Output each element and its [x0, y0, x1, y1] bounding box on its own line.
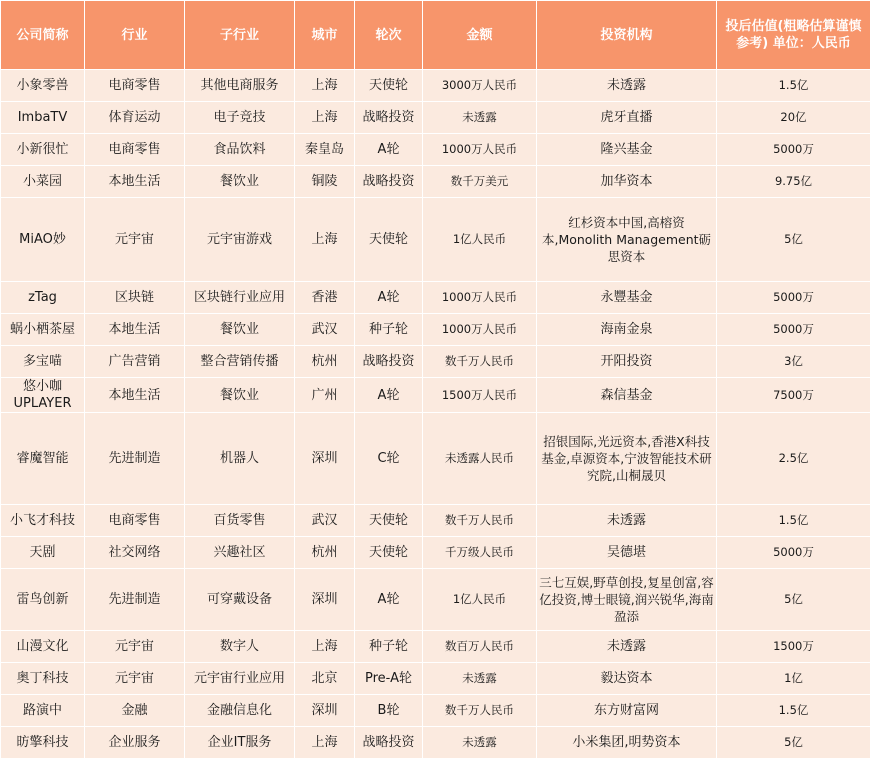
cell-industry: 电商零售: [85, 134, 185, 166]
cell-round: 战略投资: [355, 346, 423, 378]
cell-city: 秦皇岛: [295, 134, 355, 166]
table-row: [1, 198, 870, 282]
cell-investors: 红杉资本中国,高榕资本,Monolith Management砺思资本: [537, 198, 717, 282]
cell-valuation: 5亿: [717, 198, 870, 282]
cell-amount: 1亿人民币: [423, 198, 537, 282]
cell-amount: 数百万人民币: [423, 631, 537, 663]
cell-valuation: 1亿: [717, 663, 870, 695]
cell-industry: 广告营销: [85, 346, 185, 378]
cell-valuation: 1.5亿: [717, 505, 870, 537]
cell-company: 山漫文化: [1, 631, 85, 663]
table-row: [1, 314, 870, 346]
cell-city: 深圳: [295, 695, 355, 727]
cell-round: 天使轮: [355, 537, 423, 569]
column-header-company: 公司简称: [1, 1, 85, 70]
cell-round: A轮: [355, 569, 423, 631]
cell-industry: 金融: [85, 695, 185, 727]
table-row: [1, 378, 870, 413]
cell-sub-industry: 食品饮料: [185, 134, 295, 166]
cell-city: 广州: [295, 378, 355, 413]
cell-round: 天使轮: [355, 505, 423, 537]
cell-industry: 先进制造: [85, 413, 185, 505]
cell-investors: 隆兴基金: [537, 134, 717, 166]
cell-round: B轮: [355, 695, 423, 727]
cell-sub-industry: 金融信息化: [185, 695, 295, 727]
table-row: [1, 166, 870, 198]
table-body: [1, 70, 870, 759]
table-row: [1, 346, 870, 378]
column-header-sub-industry: 子行业: [185, 1, 295, 70]
cell-sub-industry: 机器人: [185, 413, 295, 505]
cell-amount: 未透露人民币: [423, 413, 537, 505]
table-row: [1, 569, 870, 631]
cell-amount: 1000万人民币: [423, 134, 537, 166]
cell-amount: 1000万人民币: [423, 282, 537, 314]
cell-round: Pre-A轮: [355, 663, 423, 695]
cell-investors: 未透露: [537, 505, 717, 537]
cell-company: 睿魔智能: [1, 413, 85, 505]
cell-amount: 数千万美元: [423, 166, 537, 198]
cell-round: A轮: [355, 282, 423, 314]
cell-valuation: 1.5亿: [717, 70, 870, 102]
cell-investors: 森信基金: [537, 378, 717, 413]
cell-round: 天使轮: [355, 70, 423, 102]
table-row: [1, 695, 870, 727]
cell-industry: 元宇宙: [85, 198, 185, 282]
cell-city: 武汉: [295, 505, 355, 537]
cell-city: 上海: [295, 102, 355, 134]
table-row: [1, 70, 870, 102]
table-row: [1, 505, 870, 537]
cell-investors: 吴德堪: [537, 537, 717, 569]
cell-round: A轮: [355, 378, 423, 413]
cell-amount: 3000万人民币: [423, 70, 537, 102]
cell-city: 上海: [295, 727, 355, 759]
cell-sub-industry: 电子竞技: [185, 102, 295, 134]
cell-investors: 毅达资本: [537, 663, 717, 695]
cell-city: 武汉: [295, 314, 355, 346]
cell-amount: 1000万人民币: [423, 314, 537, 346]
cell-industry: 体育运动: [85, 102, 185, 134]
cell-industry: 本地生活: [85, 378, 185, 413]
cell-sub-industry: 区块链行业应用: [185, 282, 295, 314]
cell-industry: 本地生活: [85, 166, 185, 198]
cell-investors: 开阳投资: [537, 346, 717, 378]
table-row: [1, 134, 870, 166]
table-row: [1, 282, 870, 314]
cell-company: 多宝喵: [1, 346, 85, 378]
cell-city: 上海: [295, 198, 355, 282]
cell-valuation: 5亿: [717, 569, 870, 631]
cell-round: 战略投资: [355, 166, 423, 198]
cell-valuation: 1.5亿: [717, 695, 870, 727]
column-header-investors: 投资机构: [537, 1, 717, 70]
cell-valuation: 3亿: [717, 346, 870, 378]
cell-industry: 区块链: [85, 282, 185, 314]
cell-valuation: 5亿: [717, 727, 870, 759]
cell-company: ImbaTV: [1, 102, 85, 134]
cell-company: 昉擎科技: [1, 727, 85, 759]
cell-round: 天使轮: [355, 198, 423, 282]
cell-investors: 未透露: [537, 631, 717, 663]
cell-sub-industry: 百货零售: [185, 505, 295, 537]
cell-round: C轮: [355, 413, 423, 505]
column-header-industry: 行业: [85, 1, 185, 70]
header-row: [1, 1, 870, 70]
cell-city: 上海: [295, 631, 355, 663]
cell-city: 杭州: [295, 346, 355, 378]
cell-investors: 东方财富网: [537, 695, 717, 727]
cell-company: 路演中: [1, 695, 85, 727]
cell-amount: 数千万人民币: [423, 505, 537, 537]
cell-company: 小飞才科技: [1, 505, 85, 537]
cell-company: 小菜园: [1, 166, 85, 198]
cell-amount: 未透露: [423, 663, 537, 695]
cell-valuation: 5000万: [717, 134, 870, 166]
cell-company: 悠小咖UPLAYER: [1, 378, 85, 413]
cell-round: 战略投资: [355, 727, 423, 759]
cell-amount: 数千万人民币: [423, 346, 537, 378]
cell-industry: 先进制造: [85, 569, 185, 631]
cell-city: 深圳: [295, 413, 355, 505]
cell-investors: 海南金泉: [537, 314, 717, 346]
cell-valuation: 5000万: [717, 314, 870, 346]
table-row: [1, 537, 870, 569]
cell-investors: 招银国际,光远资本,香港X科技基金,卓源资本,宁波智能技术研究院,山桐晟贝: [537, 413, 717, 505]
cell-company: 小新很忙: [1, 134, 85, 166]
cell-sub-industry: 企业IT服务: [185, 727, 295, 759]
cell-industry: 本地生活: [85, 314, 185, 346]
cell-valuation: 1500万: [717, 631, 870, 663]
cell-sub-industry: 餐饮业: [185, 314, 295, 346]
cell-amount: 1亿人民币: [423, 569, 537, 631]
cell-sub-industry: 元宇宙游戏: [185, 198, 295, 282]
cell-industry: 元宇宙: [85, 631, 185, 663]
cell-valuation: 20亿: [717, 102, 870, 134]
cell-sub-industry: 兴趣社区: [185, 537, 295, 569]
cell-investors: 加华资本: [537, 166, 717, 198]
cell-investors: 未透露: [537, 70, 717, 102]
table-row: [1, 727, 870, 759]
column-header-valuation: 投后估值(粗略估算谨慎参考) 单位：人民币: [717, 1, 870, 70]
cell-company: 雷鸟创新: [1, 569, 85, 631]
cell-sub-industry: 餐饮业: [185, 378, 295, 413]
cell-company: 天剧: [1, 537, 85, 569]
cell-investors: 小米集团,明势资本: [537, 727, 717, 759]
cell-sub-industry: 可穿戴设备: [185, 569, 295, 631]
cell-company: MiAO妙: [1, 198, 85, 282]
cell-amount: 数千万人民币: [423, 695, 537, 727]
cell-valuation: 2.5亿: [717, 413, 870, 505]
cell-city: 上海: [295, 70, 355, 102]
cell-sub-industry: 其他电商服务: [185, 70, 295, 102]
cell-city: 深圳: [295, 569, 355, 631]
cell-round: 种子轮: [355, 631, 423, 663]
cell-valuation: 9.75亿: [717, 166, 870, 198]
cell-industry: 企业服务: [85, 727, 185, 759]
cell-company: 蜗小栖茶屋: [1, 314, 85, 346]
table-row: [1, 413, 870, 505]
cell-city: 北京: [295, 663, 355, 695]
column-header-city: 城市: [295, 1, 355, 70]
cell-company: 奥丁科技: [1, 663, 85, 695]
cell-valuation: 5000万: [717, 537, 870, 569]
cell-investors: 永豐基金: [537, 282, 717, 314]
column-header-round: 轮次: [355, 1, 423, 70]
cell-valuation: 7500万: [717, 378, 870, 413]
cell-industry: 电商零售: [85, 70, 185, 102]
cell-industry: 社交网络: [85, 537, 185, 569]
cell-city: 铜陵: [295, 166, 355, 198]
column-header-amount: 金额: [423, 1, 537, 70]
cell-industry: 元宇宙: [85, 663, 185, 695]
cell-round: 战略投资: [355, 102, 423, 134]
cell-company: zTag: [1, 282, 85, 314]
table-row: [1, 663, 870, 695]
cell-company: 小象零兽: [1, 70, 85, 102]
cell-sub-industry: 元宇宙行业应用: [185, 663, 295, 695]
cell-amount: 1500万人民币: [423, 378, 537, 413]
cell-valuation: 5000万: [717, 282, 870, 314]
cell-sub-industry: 整合营销传播: [185, 346, 295, 378]
cell-city: 杭州: [295, 537, 355, 569]
cell-industry: 电商零售: [85, 505, 185, 537]
cell-investors: 虎牙直播: [537, 102, 717, 134]
cell-amount: 千万级人民币: [423, 537, 537, 569]
cell-sub-industry: 数字人: [185, 631, 295, 663]
cell-city: 香港: [295, 282, 355, 314]
cell-amount: 未透露: [423, 727, 537, 759]
cell-round: 种子轮: [355, 314, 423, 346]
cell-amount: 未透露: [423, 102, 537, 134]
table-row: [1, 102, 870, 134]
table-row: [1, 631, 870, 663]
cell-investors: 三七互娱,野草创投,复星创富,容亿投资,博士眼镜,润兴锐华,海南盈添: [537, 569, 717, 631]
cell-sub-industry: 餐饮业: [185, 166, 295, 198]
cell-round: A轮: [355, 134, 423, 166]
